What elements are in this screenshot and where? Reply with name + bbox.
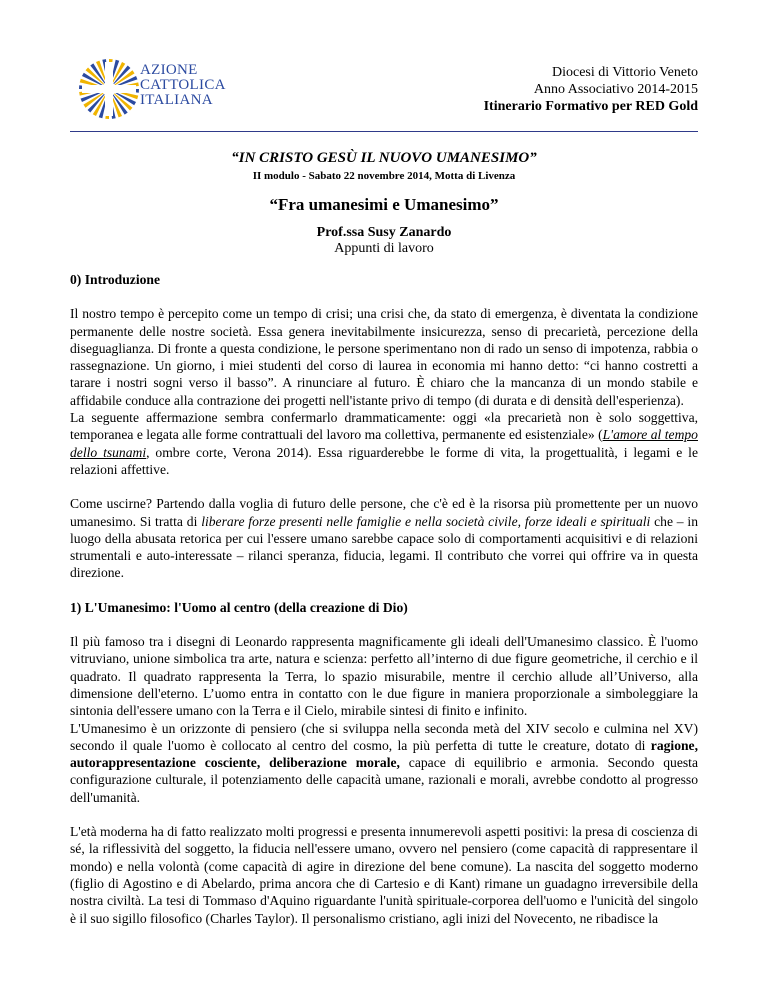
lecture-title: “Fra umanesimi e Umanesimo” bbox=[269, 195, 499, 214]
section-heading-umanesimo: 1) L'Umanesimo: l'Uomo al centro (della creazione di Dio) bbox=[70, 599, 408, 615]
logo-line-2: CATTOLICA bbox=[140, 77, 226, 93]
umanesimo-paragraph-2: L'età moderna ha di fatto realizzato molti progressi e presenta innumerevoli aspetti positivi: la presa di coscienza di sé, la riflessività del soggetto, la fiducia nell'essere umano, ovvero nel pensiero (come capacità di rappresentare il mondo) e nella volontà (come capacità di agire in direzione del bene comune). La nascita del soggetto moderno (figlio di Agostino e di Abelardo, prima ancora che di Cartesio e di Kant) rimane un guadagno irreversibile della nostra civiltà. La tesi di Tommaso d'Aquino riguardante l'unità spirituale-corporea dell'uomo e l'unicità del singolo è il suo sigillo filosofico (Charles Taylor). Il personalismo cristiano, agli inizi del Novecento, ne ribadisce la bbox=[70, 824, 698, 926]
document-body bbox=[70, 271, 698, 927]
intro-text-3a: Come uscirne? Partendo dalla voglia di futuro delle persone, che c'è ed è la risorsa più promettente per un nuovo umanesimo. Si tratta di bbox=[70, 496, 698, 529]
module-subtitle: II modulo - Sabato 22 novembre 2014, Motta di Livenza bbox=[252, 170, 516, 182]
intro-paragraph-2 bbox=[70, 495, 698, 581]
book-title: L'amore al tempo dello tsunami bbox=[70, 427, 698, 460]
umanesimo-text-1: Il più famoso tra i disegni di Leonardo rappresenta magnificamente gli ideali dell'Umanesimo classico. È l'uomo vitruviano, unione simbolica tra arte, natura e scienza: perfetto all’interno di due figure geometriche, il cerchio e il quadrato. Il quadrato rappresenta la Terra, lo spazio misurabile, mentre il cerchio allude all’Universo, alla dimensione dell'eterno. L’uomo entra in contatto con le due figure in maniera proporzionale a simboleggiare la sintonia dell'essere umano con la Terra e il Cielo, mirabile sintesi di finito e infinito. bbox=[70, 634, 698, 719]
logo-line-1: AZIONE bbox=[140, 62, 198, 78]
intro-text-2a: La seguente affermazione sembra confermarlo drammaticamente: oggi «la precarietà non è solo soggettiva, temporanea e legata alle forme contrattuali del lavoro ma collettiva, permanente ed esistenziale» ( bbox=[70, 410, 698, 443]
header-diocese: Diocesi di Vittorio Veneto bbox=[551, 65, 698, 80]
header-itinerary: Itinerario Formativo per RED Gold bbox=[483, 99, 698, 114]
author-note: Appunti di lavoro bbox=[334, 241, 434, 256]
umanesimo-text-2a: L'Umanesimo è un orizzonte di pensiero (che si sviluppa nella seconda metà del XIV secolo e culmina nel XV) secondo il quale l'uomo è collocato al centro del cosmo, la più perfetta di tutte le creature, dotato di bbox=[70, 720, 698, 753]
main-title: “IN CRISTO GESÙ IL NUOVO UMANESIMO” bbox=[231, 150, 537, 166]
intro-paragraph-1 bbox=[70, 305, 698, 478]
header-info bbox=[484, 64, 698, 115]
section-heading-introduction: 0) Introduzione bbox=[70, 272, 161, 287]
logo-line-3: ITALIANA bbox=[140, 92, 213, 108]
umanesimo-paragraph-1 bbox=[70, 633, 698, 806]
intro-text-1: Il nostro tempo è percepito come un tempo di crisi; una crisi che, da stato di emergenza, è diventata la condizione permanente delle nostre società. Essa genera inevitabilmente insicurezza, senso di precarietà, percezione della diseguaglianza. Di fronte a questa condizione, le persone sperimentano non di rado un senso di impotenza, rabbia o rassegnazione. Un giorno, i miei studenti del corso di laurea in economia mi hanno detto: “ci hanno costretti a tarare i nostri sogni verso il basso”. A rinunciare al futuro. È chiaro che la mancanza di un mondo stabile e affidabile conduce alla contrazione dei progetti nell'istante privo di tempo (di durata e di densità dell'esperienza). bbox=[70, 306, 698, 408]
umanesimo-text-2b: capace di equilibrio e armonia. Secondo questa configurazione culturale, il potenziamento delle capacità umane, razionali e morali, avrebbe condotto al progresso dell'umanità. bbox=[70, 755, 698, 805]
azione-cattolica-logo-icon bbox=[78, 58, 140, 120]
logo-text bbox=[140, 63, 226, 108]
intro-text-2b: , ombre corte, Verona 2014). Essa riguarderebbe le forme di vita, la progettualità, i legami e le relazioni affettive. bbox=[70, 444, 698, 477]
intro-emphasis: liberare forze presenti nelle famiglie e nella società civile, forze ideali e spirituali bbox=[201, 513, 651, 529]
header-divider bbox=[70, 131, 698, 132]
author-name: Prof.ssa Susy Zanardo bbox=[316, 225, 452, 240]
umanesimo-strong: ragione, autorappresentazione cosciente, deliberazione morale, bbox=[70, 737, 698, 771]
header-year: Anno Associativo 2014-2015 bbox=[533, 82, 698, 97]
intro-text-3b: che – in luogo della abusata retorica per cui l'essere umano sarebbe capace solo di comportamenti acquisitivi e di relazioni strumentali e auto-interessate – rilanci speranza, fiducia, legami. Il contributo che vorrei qui offrire va in questa direzione. bbox=[70, 513, 698, 581]
